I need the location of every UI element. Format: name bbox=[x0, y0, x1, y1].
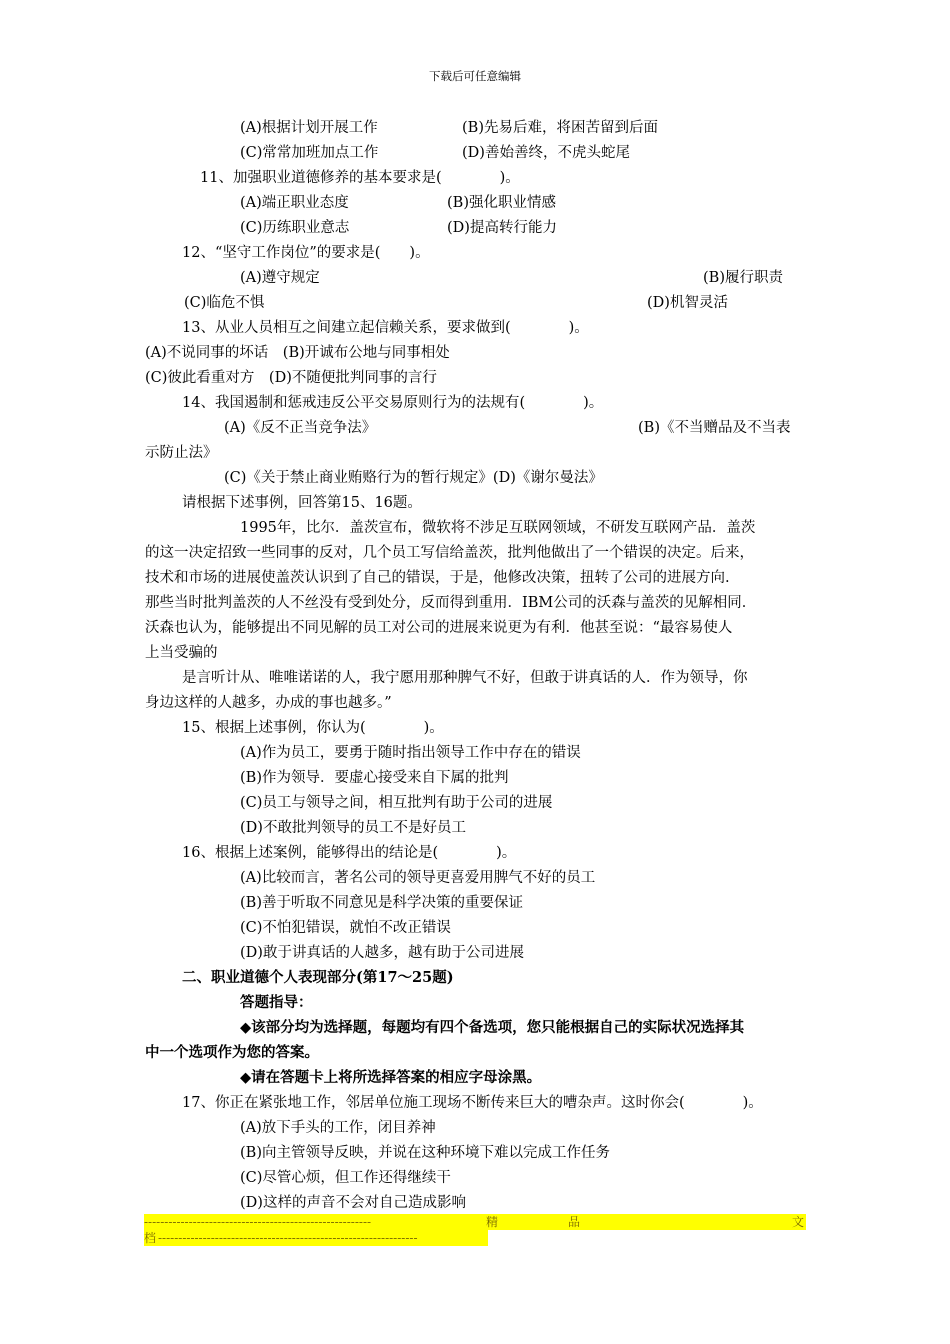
text-line: 示防止法》 bbox=[145, 445, 218, 461]
text-line: 那些当时批判盖茨的人不丝没有受到处分，反而得到重用．IBM公司的沃森与盖茨的见解相同． bbox=[145, 595, 757, 611]
text-line: (D)这样的声音不会对自己造成影响 bbox=[240, 1195, 466, 1211]
footer-word-1: 精 bbox=[486, 1215, 499, 1229]
text-line: (D)善始善终，不虎头蛇尾 bbox=[462, 145, 630, 161]
text-line: (B)向主管领导反映，并说在这种环境下难以完成工作任务 bbox=[240, 1145, 610, 1161]
text-line: (C)尽管心烦，但工作还得继续干 bbox=[240, 1170, 451, 1186]
text-line: (A)端正职业态度 bbox=[240, 195, 349, 211]
text-line: 是言听计从、唯唯诺诺的人，我宁愿用那种脾气不好，但敢于讲真话的人．作为领导，你 bbox=[182, 670, 748, 686]
text-line: (C)彼此看重对方 (D)不随便批判同事的言行 bbox=[145, 370, 437, 386]
text-line: (A)根据计划开展工作 bbox=[240, 120, 378, 136]
text-line: 沃森也认为，能够提出不同见解的员工对公司的进展来说更为有利．他甚至说：“最容易使人 bbox=[145, 620, 733, 636]
text-line: (C)常常加班加点工作 bbox=[240, 145, 379, 161]
text-line: (D)提高转行能力 bbox=[447, 220, 557, 236]
text-line: (C)《关于禁止商业贿赂行为的暂行规定》(D)《谢尔曼法》 bbox=[224, 470, 603, 486]
footer-dashes-bottom: ---------------------------------------------------------------- bbox=[158, 1231, 418, 1245]
text-line: (B)先易后难，将困苦留到后面 bbox=[462, 120, 658, 136]
text-line: (B)强化职业情感 bbox=[447, 195, 556, 211]
footer-word-4: 档 bbox=[144, 1231, 157, 1245]
text-line: (C)员工与领导之间，相互批判有助于公司的进展 bbox=[240, 795, 553, 811]
text-line: 答题指导： bbox=[240, 994, 313, 1011]
text-line: 1995年，比尔．盖茨宣布，微软将不涉足互联网领域，不研发互联网产品．盖茨 bbox=[240, 520, 756, 536]
text-line: (D)不敢批判领导的员工不是好员工 bbox=[240, 820, 466, 836]
text-line: (B)履行职责 bbox=[703, 270, 783, 286]
text-line: 15、根据上述事例，你认为( )。 bbox=[182, 720, 444, 736]
text-line: 的这一决定招致一些同事的反对，几个员工写信给盖茨，批判他做出了一个错误的决定。后来， bbox=[145, 545, 754, 561]
text-line: (A)遵守规定 bbox=[240, 270, 320, 286]
text-line: 技术和市场的进展使盖茨认识到了自己的错误，于是，他修改决策，扭转了公司的进展方向. bbox=[145, 570, 730, 586]
text-line: ◆请在答题卡上将所选择答案的相应字母涂黑。 bbox=[240, 1069, 542, 1086]
text-line: 上当受骗的 bbox=[145, 645, 218, 661]
text-line: (D)机智灵活 bbox=[647, 295, 728, 311]
text-line: 14、我国遏制和惩戒违反公平交易原则行为的法规有( )。 bbox=[182, 395, 604, 411]
text-line: (A)不说同事的坏话 (B)开诚布公地与同事相处 bbox=[145, 345, 450, 361]
text-line: 请根据下述事例，回答第15、16题。 bbox=[182, 495, 422, 511]
text-line: 二、职业道德个人表现部分(第17～25题) bbox=[182, 969, 454, 986]
text-line: (B)作为领导．要虚心接受来自下属的批判 bbox=[240, 770, 509, 786]
text-line: ◆该部分均为选择题，每题均有四个备选项，您只能根据自己的实际状况选择其 bbox=[240, 1019, 745, 1036]
text-line: (C)临危不惧 bbox=[184, 295, 265, 311]
text-line: 17、你正在紧张地工作，邻居单位施工现场不断传来巨大的嘈杂声。这时你会( )。 bbox=[182, 1095, 763, 1111]
page-header: 下载后可任意编辑 bbox=[429, 69, 521, 83]
text-line: (B)《不当赠品及不当表 bbox=[638, 420, 791, 436]
text-line: (A)《反不正当竞争法》 bbox=[224, 420, 377, 436]
text-line: (A)作为员工，要勇于随时指出领导工作中存在的错误 bbox=[240, 745, 581, 761]
text-line: 16、根据上述案例，能够得出的结论是( )。 bbox=[182, 845, 517, 861]
text-line: (A)放下手头的工作，闭目养神 bbox=[240, 1120, 436, 1136]
text-line: 12、“坚守工作岗位”的要求是( )。 bbox=[182, 245, 430, 261]
text-line: (A)比较而言，著名公司的领导更喜爱用脾气不好的员工 bbox=[240, 870, 596, 886]
text-line: (C)历练职业意志 bbox=[240, 220, 350, 236]
footer-word-2: 品 bbox=[568, 1215, 581, 1229]
text-line: 11、加强职业道德修养的基本要求是( )。 bbox=[200, 170, 520, 186]
text-line: 身边这样的人越多，办成的事也越多。” bbox=[145, 695, 392, 711]
footer-word-3: 文 bbox=[792, 1215, 805, 1229]
text-line: 13、从业人员相互之间建立起信赖关系，要求做到( )。 bbox=[182, 320, 589, 336]
text-line: (C)不怕犯错误，就怕不改正错误 bbox=[240, 920, 451, 936]
text-line: (D)敢于讲真话的人越多，越有助于公司进展 bbox=[240, 945, 524, 961]
text-line: (B)善于听取不同意见是科学决策的重要保证 bbox=[240, 895, 523, 911]
footer-dashes: -------------------------------------------------------- bbox=[144, 1215, 372, 1229]
text-line: 中一个选项作为您的答案。 bbox=[145, 1044, 319, 1061]
